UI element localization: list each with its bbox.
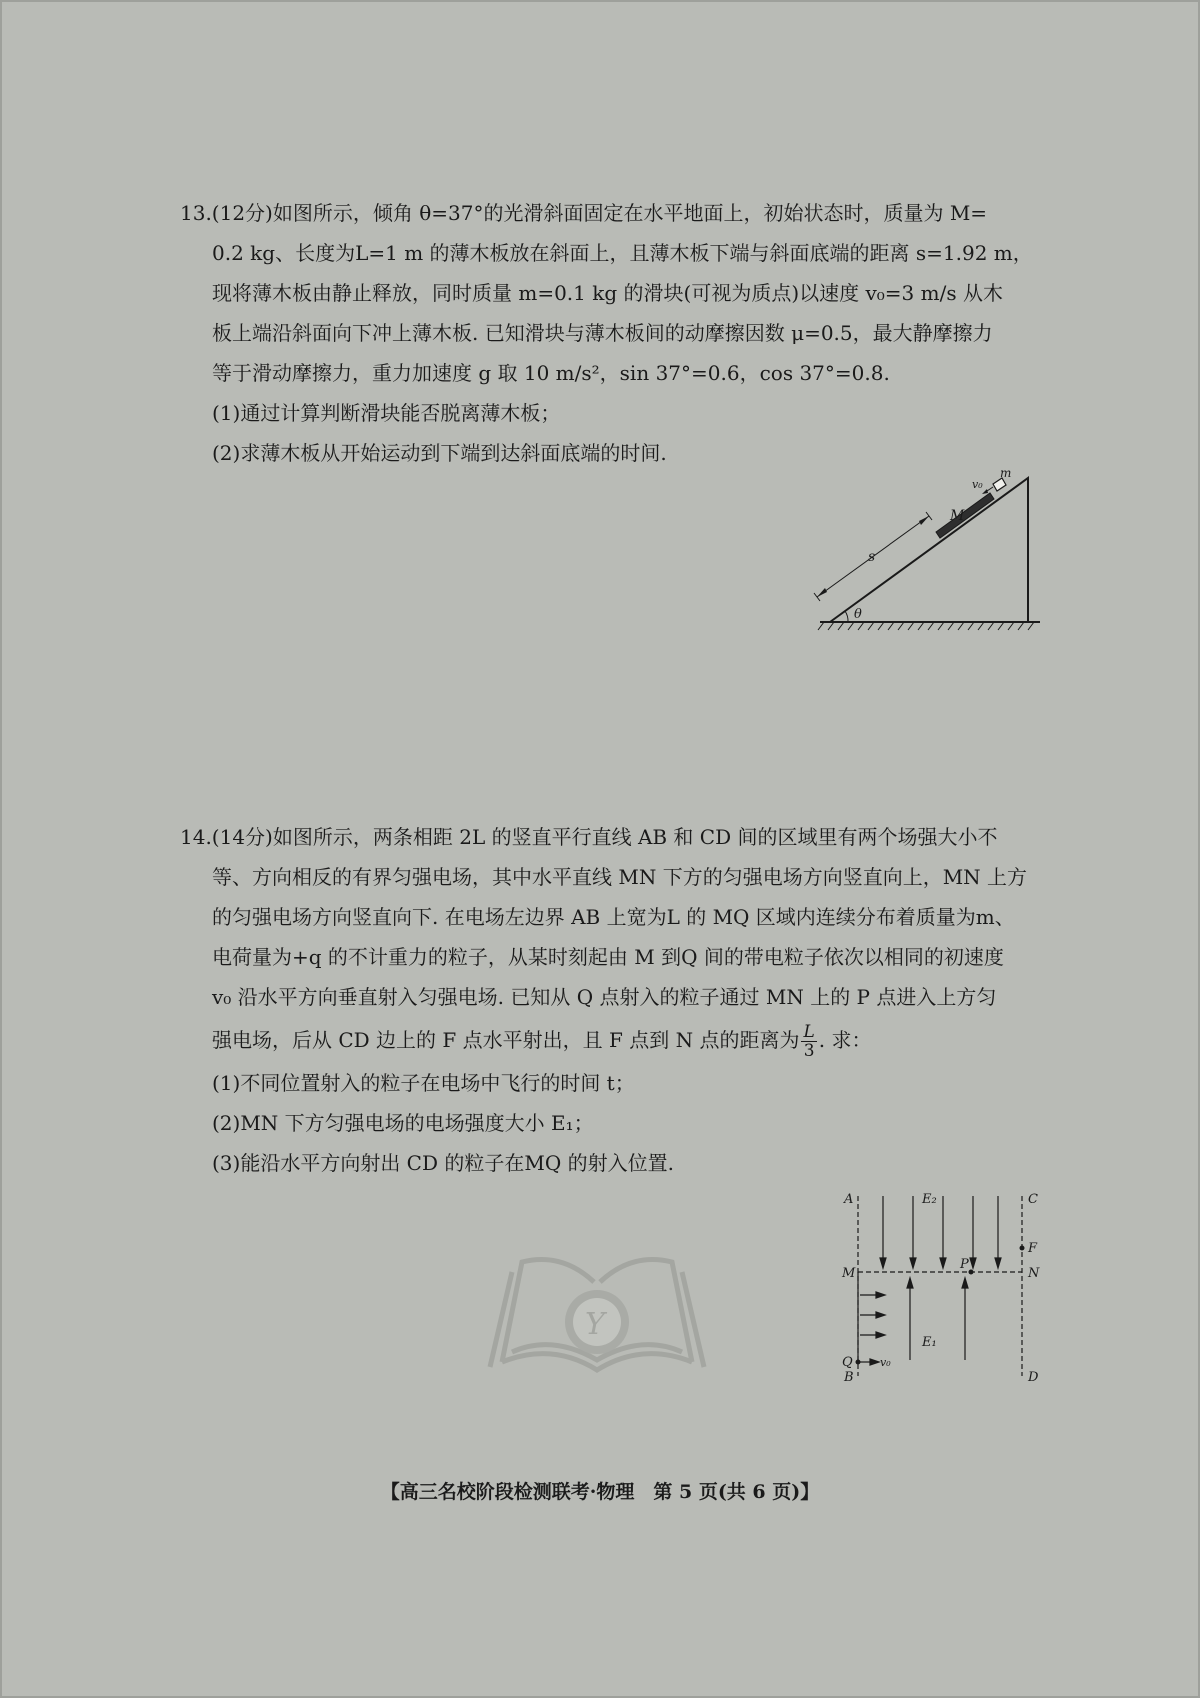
q13-label-M: M (950, 508, 965, 524)
q14-label-N: N (1028, 1266, 1040, 1281)
q14-line-6-before: 强电场，后从 CD 边上的 F 点水平射出，且 F 点到 N 点的距离为 (212, 1028, 800, 1052)
q14-line-4: 电荷量为+q 的不计重力的粒子，从某时刻起由 M 到Q 间的带电粒子依次以相同的初速度 (212, 945, 1004, 969)
question-13 (180, 193, 1050, 473)
q13-line-1: 13.(12分)如图所示，倾角 θ=37°的光滑斜面固定在水平地面上，初始状态时，质量为 M= (180, 201, 988, 225)
q14-line-5: v₀ 沿水平方向垂直射入匀强电场. 已知从 Q 点射入的粒子通过 MN 上的 P 点进入上方匀 (212, 985, 997, 1009)
q14-label-Q: Q (842, 1355, 853, 1370)
q13-label-theta: θ (854, 607, 862, 622)
q13-line-5: 等于滑动摩擦力，重力加速度 g 取 10 m/s²，sin 37°=0.6，cos 37°=0.8. (212, 361, 890, 385)
q14-label-E2: E₂ (922, 1192, 937, 1207)
q14-line-3: 的匀强电场方向竖直向下. 在电场左边界 AB 上宽为L 的 MQ 区域内连续分布着质量为m、 (212, 905, 1015, 929)
q14-label-D: D (1028, 1370, 1039, 1385)
fraction-numerator: L (803, 1022, 815, 1042)
q13-line-2: 0.2 kg、长度为L=1 m 的薄木板放在斜面上，且薄木板下端与斜面底端的距离 s=1.92 m， (212, 241, 1033, 265)
page-footer: 【高三名校阶段检测联考·物理 第 5 页(共 6 页)】 (380, 1481, 820, 1503)
svg-text:Y: Y (585, 1307, 605, 1342)
q14-line-6-after: . 求： (818, 1028, 872, 1052)
q14-subquestion-2: (2)MN 下方匀强电场的电场强度大小 E₁； (212, 1111, 594, 1135)
q14-label-v0: v₀ (880, 1356, 891, 1369)
q13-label-v0: v₀ (972, 478, 983, 491)
q14-line-2: 等、方向相反的有界匀强电场，其中水平直线 MN 下方的匀强电场方向竖直向上，MN 上方 (212, 865, 1028, 889)
q14-label-B: B (844, 1370, 854, 1385)
q13-label-s: s (868, 549, 876, 565)
q13-line-4: 板上端沿斜面向下冲上薄木板. 已知滑块与薄木板间的动摩擦因数 μ=0.5，最大静摩擦力 (212, 321, 993, 345)
fraction-L-over-3 (801, 1023, 816, 1060)
q13-incline-figure (810, 470, 1050, 640)
q14-label-F: F (1028, 1241, 1038, 1256)
q14-line-1: 14.(14分)如图所示，两条相距 2L 的竖直平行直线 AB 和 CD 间的区域里有两个场强大小不 (180, 825, 998, 849)
q13-line-3: 现将薄木板由静止释放，同时质量 m=0.1 kg 的滑块(可视为质点)以速度 v₀=3 m/s 从木 (212, 281, 1003, 305)
q13-subquestion-2: (2)求薄木板从开始运动到下端到达斜面底端的时间. (212, 441, 667, 465)
q14-field-figure (840, 1188, 1050, 1388)
q14-subquestion-1: (1)不同位置射入的粒子在电场中飞行的时间 t； (212, 1071, 635, 1095)
q13-subquestion-1: (1)通过计算判断滑块能否脱离薄木板； (212, 401, 561, 425)
q14-label-A: A (844, 1192, 854, 1207)
q14-line-6 (180, 1017, 1050, 1063)
q14-label-E1: E₁ (922, 1335, 937, 1350)
q14-label-C: C (1028, 1192, 1038, 1207)
question-14 (180, 817, 1050, 1183)
fraction-denominator: 3 (803, 1041, 815, 1061)
watermark-book-logo (482, 1242, 712, 1382)
q13-label-m: m (1000, 470, 1012, 480)
q14-subquestion-3: (3)能沿水平方向射出 CD 的粒子在MQ 的射入位置. (212, 1151, 674, 1175)
q14-label-M: M (842, 1266, 856, 1281)
q14-label-P: P (960, 1257, 969, 1272)
